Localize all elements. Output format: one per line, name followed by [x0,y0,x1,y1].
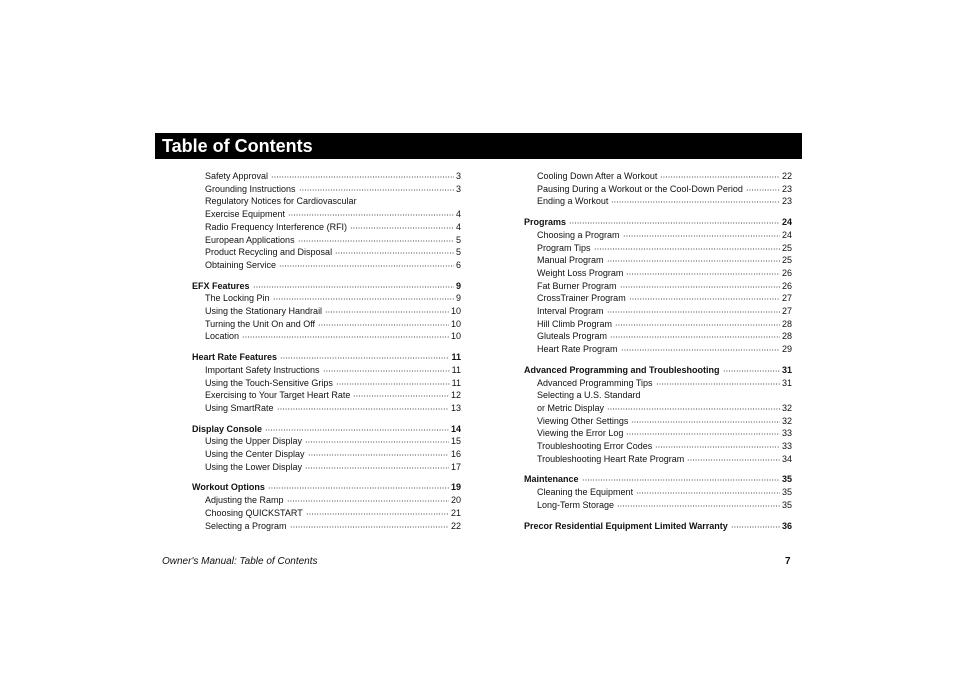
dot-leader [636,492,780,494]
toc-entry-important-safety-instructions[interactable] [192,364,461,377]
toc-entry-hill-climb-program[interactable] [524,318,792,331]
dot-leader [611,201,780,203]
entry-title: The Locking Pin [205,293,270,304]
dot-leader [306,513,449,515]
dot-leader [298,240,454,242]
dot-leader [242,336,449,338]
footer-text: Owner's Manual: Table of Contents [162,556,318,567]
toc-section-workout-options[interactable] [192,481,461,494]
toc-entry-pausing-during-a-workout-or-the-cool-down-period[interactable] [524,183,792,196]
entry-title: Ending a Workout [537,196,609,207]
toc-entry-location[interactable] [192,330,461,343]
dot-leader [687,459,780,461]
page-ref: 6 [455,259,461,270]
page-ref: 22 [781,171,792,181]
entry-title: Viewing Other Settings [537,415,629,426]
toc-entry-weight-loss-program[interactable] [524,267,792,280]
dot-leader [607,311,780,313]
entry-title: Product Recycling and Disposal [205,247,333,258]
dot-leader [323,370,450,372]
entry-title: Obtaining Service [205,259,277,270]
entry-title: CrossTrainer Program [537,293,626,304]
page-ref: 27 [781,306,792,317]
page-ref: 25 [781,242,792,253]
section-title: Precor Residential Equipment Limited Warranty [524,520,728,531]
entry-title: Gluteals Program [537,331,608,342]
entry-title: Fat Burner Program [537,280,617,291]
dot-leader [336,383,450,385]
dot-leader [582,479,780,481]
toc-entry-ending-a-workout[interactable] [524,195,792,208]
page-ref: 24 [781,217,792,228]
toc-entry-european-applications[interactable] [192,234,461,247]
dot-leader [280,357,449,359]
page-ref: 3 [455,171,461,181]
entry-title: Viewing the Error Log [537,428,624,439]
toc-section [192,423,461,474]
toc-section [192,351,461,415]
page-ref: 35 [781,487,792,498]
toc-entry-choosing-a-program[interactable] [524,229,792,242]
section-title: EFX Features [192,280,250,291]
entry-title: Choosing QUICKSTART [205,507,303,518]
toc-entry-choosing-quickstart[interactable] [192,507,461,520]
dot-leader [318,324,449,326]
entry-title: European Applications [205,234,295,245]
toc-entry-radio-frequency-interference-rfi[interactable] [192,221,461,234]
toc-entry-crosstrainer-program[interactable] [524,292,792,305]
page-ref: 12 [450,390,461,401]
page-ref: 34 [781,453,792,464]
page-ref: 36 [781,520,792,531]
dot-leader [279,265,454,267]
toc-entry-viewing-the-error-log[interactable] [524,427,792,440]
toc-entry-using-the-stationary-handrail[interactable] [192,305,461,318]
page-ref: 15 [450,436,461,447]
toc-section-precor-residential-equipment-limited-warranty[interactable] [524,520,792,533]
section-title: Maintenance [524,474,579,485]
entry-title: or Metric Display [537,402,605,413]
dot-leader [610,336,780,338]
page-ref: 11 [451,377,461,388]
page-ref: 13 [450,402,461,413]
page-ref: 5 [455,234,461,245]
dot-leader [287,500,449,502]
dot-leader [617,505,780,507]
dot-leader [277,408,449,410]
page-ref: 26 [781,267,792,278]
section-title: Display Console [192,423,263,434]
dot-leader [731,526,780,528]
page-ref: 10 [450,331,461,342]
dot-leader [626,273,780,275]
entry-title: Regulatory Notices for Cardiovascular [205,196,357,207]
toc-entry-regulatory-notices-for-cardiovascular[interactable] [192,195,461,208]
entry-title: Long-Term Storage [537,499,615,510]
toc-section-efx-features[interactable] [192,280,461,293]
toc-entry-safety-approval[interactable] [192,170,461,183]
entry-title: Radio Frequency Interference (RFI) [205,221,348,232]
dot-leader [353,395,449,397]
dot-leader [621,349,780,351]
entry-title: Grounding Instructions [205,183,296,194]
page-ref: 10 [450,318,461,329]
page-ref: 28 [781,318,792,329]
entry-title: Using the Touch-Sensitive Grips [205,377,333,388]
dot-leader [325,311,449,313]
entry-title: Heart Rate Program [537,344,618,355]
toc-entry-fat-burner-program[interactable] [524,280,792,293]
toc-section [524,364,792,466]
entry-title: Cleaning the Equipment [537,487,634,498]
page-title: Table of Contents [155,133,802,159]
dot-leader [290,526,449,528]
dot-leader [629,298,780,300]
page-ref: 29 [781,344,792,355]
dot-leader [308,454,449,456]
dot-leader [569,222,780,224]
toc-entry-long-term-storage[interactable] [524,499,792,512]
toc-entry-grounding-instructions[interactable] [192,183,461,196]
toc-entry-exercising-to-your-target-heart-rate[interactable] [192,389,461,402]
page-ref: 9 [455,293,461,304]
toc-entry-advanced-programming-tips[interactable] [524,377,792,390]
dot-leader [723,370,780,372]
toc-entry-selecting-a-u-s-standard[interactable] [524,389,792,402]
dot-leader [620,286,780,288]
dot-leader [265,429,449,431]
dot-leader [273,298,454,300]
entry-title: Exercising to Your Target Heart Rate [205,390,351,401]
toc-entry-using-the-center-display[interactable] [192,448,461,461]
page-ref: 19 [450,482,461,493]
entry-title: Using the Center Display [205,449,305,460]
dot-leader [253,286,454,288]
dot-leader [623,235,780,237]
page-ref: 9 [455,280,461,291]
entry-title: Cooling Down After a Workout [537,171,658,181]
entry-title: Using the Stationary Handrail [205,306,323,317]
toc-entry-the-locking-pin[interactable] [192,292,461,305]
entry-title: Program Tips [537,242,591,253]
toc-entry-troubleshooting-error-codes[interactable] [524,440,792,453]
entry-title: Manual Program [537,255,604,266]
dot-leader [288,214,454,216]
page-ref: 27 [781,293,792,304]
toc-section-maintenance[interactable] [524,473,792,486]
entry-title: Exercise Equipment [205,209,286,220]
toc-entry-viewing-other-settings[interactable] [524,415,792,428]
page-ref: 16 [450,449,461,460]
entry-title: Important Safety Instructions [205,364,320,375]
page-ref: 26 [781,280,792,291]
page-ref: 32 [781,415,792,426]
page-ref: 23 [781,196,792,207]
dot-leader [305,467,449,469]
section-title: Programs [524,217,567,228]
entry-title: Using the Lower Display [205,461,303,472]
toc-section [524,520,792,533]
entry-title: Weight Loss Program [537,267,624,278]
toc-section [524,170,792,208]
page-ref: 14 [450,423,461,434]
toc-entry-manual-program[interactable] [524,254,792,267]
entry-title: Using SmartRate [205,402,274,413]
entry-title: Troubleshooting Heart Rate Program [537,453,685,464]
entry-title: Choosing a Program [537,229,620,240]
page-ref: 24 [781,229,792,240]
page-ref: 22 [450,520,461,531]
toc-entry-gluteals-program[interactable] [524,330,792,343]
entry-title: Pausing During a Workout or the Cool-Down Period [537,183,743,194]
dot-leader [607,408,780,410]
page-ref: 28 [781,331,792,342]
entry-title: Selecting a Program [205,520,287,531]
entry-title: Adjusting the Ramp [205,495,284,506]
dot-leader [655,446,780,448]
toc-section [192,280,461,344]
page-ref: 33 [781,441,792,452]
page-ref: 31 [781,377,792,388]
entry-title: Interval Program [537,306,604,317]
toc-section [192,170,461,272]
dot-leader [268,487,449,489]
page-ref: 5 [455,247,461,258]
page-ref: 10 [450,306,461,317]
toc-entry-using-the-upper-display[interactable] [192,435,461,448]
toc-entry-cleaning-the-equipment[interactable] [524,486,792,499]
toc-section [524,473,792,511]
dot-leader [631,421,780,423]
toc-entry-cooling-down-after-a-workout[interactable] [524,170,792,183]
toc-section-heart-rate-features[interactable] [192,351,461,364]
dot-leader [305,441,449,443]
dot-leader [615,324,780,326]
page-ref: 25 [781,255,792,266]
toc-entry-interval-program[interactable] [524,305,792,318]
dot-leader [746,189,780,191]
dot-leader [607,260,780,262]
toc-entry-selecting-a-program[interactable] [192,520,461,533]
toc-entry-program-tips[interactable] [524,242,792,255]
page-ref: 4 [455,209,461,220]
toc-entry-using-smartrate[interactable] [192,402,461,415]
page-ref: 23 [781,183,792,194]
entry-title: Location [205,331,240,342]
page-ref: 4 [455,221,461,232]
toc-entry-heart-rate-program[interactable] [524,343,792,356]
entry-title: Using the Upper Display [205,436,303,447]
toc-entry-using-the-lower-display[interactable] [192,461,461,474]
toc-section-advanced-programming-and-troubleshooting[interactable] [524,364,792,377]
page-ref: 33 [781,428,792,439]
entry-title: Selecting a U.S. Standard [537,390,641,401]
dot-leader [626,433,780,435]
page-number: 7 [785,556,791,567]
entry-title: Hill Climb Program [537,318,613,329]
page-ref: 11 [451,364,461,375]
page-ref: 3 [455,183,461,194]
section-title: Workout Options [192,482,265,493]
toc-entry-product-recycling-and-disposal[interactable] [192,246,461,259]
toc-section [524,216,792,356]
page-ref: 20 [450,495,461,506]
toc-entry-turning-the-unit-on-and-off[interactable] [192,318,461,331]
entry-title: Advanced Programming Tips [537,377,653,388]
toc-entry-obtaining-service[interactable] [192,259,461,272]
toc-section-display-console[interactable] [192,423,461,436]
dot-leader [271,176,454,178]
page-ref: 32 [781,402,792,413]
dot-leader [660,176,780,178]
toc-entry-troubleshooting-heart-rate-program[interactable] [524,453,792,466]
section-title: Advanced Programming and Troubleshooting [524,364,720,375]
toc-entry-using-the-touch-sensitive-grips[interactable] [192,377,461,390]
entry-title: Troubleshooting Error Codes [537,441,653,452]
toc-section-programs[interactable] [524,216,792,229]
entry-title: Turning the Unit On and Off [205,318,316,329]
toc-entry-or-metric-display[interactable] [524,402,792,415]
dot-leader [335,252,454,254]
page-ref: 11 [451,352,461,363]
dot-leader [299,189,454,191]
dot-leader [656,383,780,385]
toc-column-left [192,170,461,540]
toc-entry-adjusting-the-ramp[interactable] [192,494,461,507]
page-ref: 17 [450,461,461,472]
page-ref: 35 [781,499,792,510]
toc-section [192,481,461,532]
toc-column-right [524,170,792,540]
toc-entry-exercise-equipment[interactable] [192,208,461,221]
page-ref: 31 [781,364,792,375]
dot-leader [350,227,454,229]
dot-leader [594,248,780,250]
page-ref: 21 [450,507,461,518]
entry-title: Safety Approval [205,171,269,181]
page-ref: 35 [781,474,792,485]
section-title: Heart Rate Features [192,352,278,363]
